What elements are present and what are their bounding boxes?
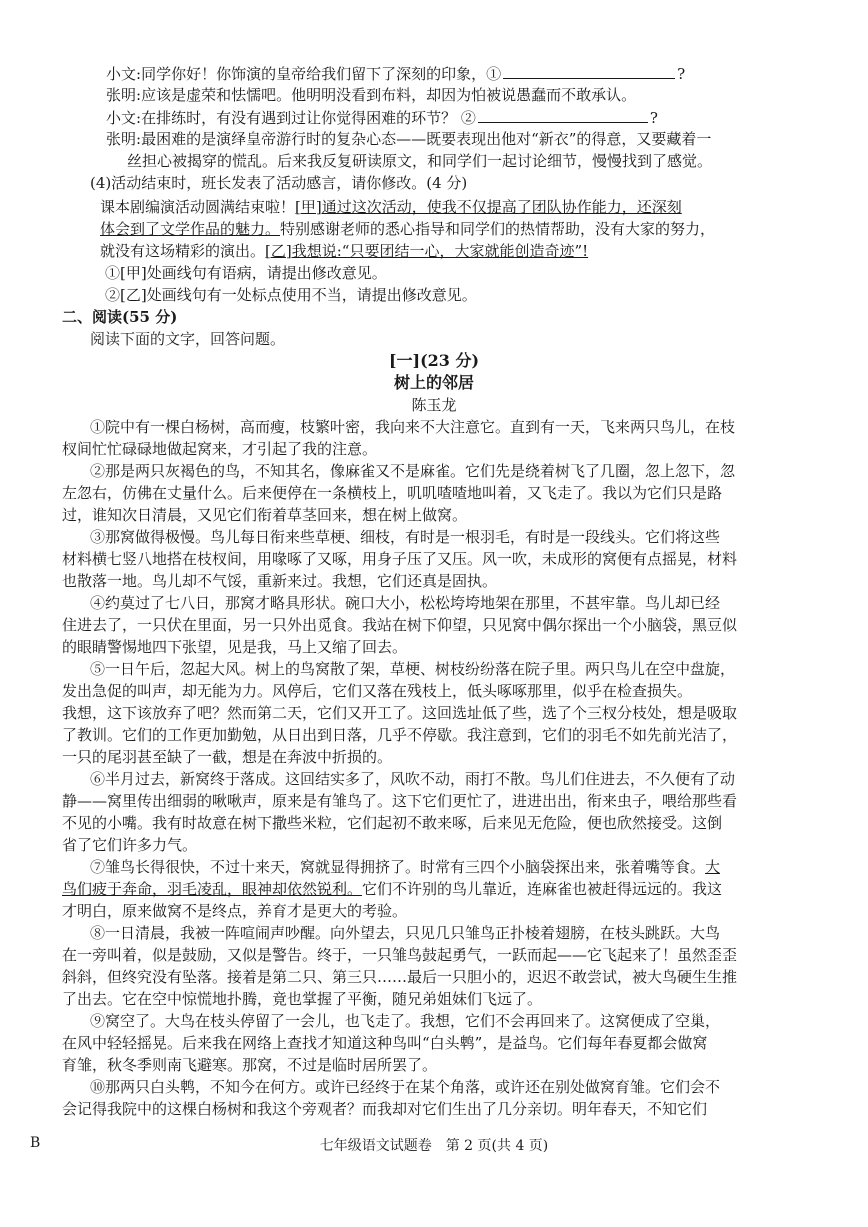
article-line: 也散落一地。鸟儿却不气馁，重新来过。我想，它们还真是固执。 (62, 572, 498, 590)
sentence-jia-underlined-cont: 体会到了文学作品的魅力。 (100, 220, 281, 238)
dialogue-text: 同学你好！你饰演的皇帝给我们留下了深刻的印象，① (141, 65, 502, 83)
underlined-sentence: 鸟们疲于奔命，羽毛凌乱，眼神却依然锐利。 (62, 880, 363, 898)
article-line: 静——窝里传出细弱的啾啾声，原来是有雏鸟了。这下它们更忙了，进进出出，衔来虫子，喂给那些看 (62, 792, 738, 810)
article-line: 在一旁叫着，似是鼓励，又似是警告。终于，一只雏鸟鼓起勇气，一跃而起——它飞起来了！虽然歪歪 (62, 946, 738, 964)
article-author: 陈玉龙 (411, 396, 457, 414)
article-line: 才明白，原来做窝不是终点，养育才是更大的考验。 (62, 902, 408, 920)
section-2-heading: 二、阅读(55 分) (62, 308, 178, 326)
article-line: ⑥半月过去，新窝终于落成。这回结实多了，风吹不动，雨打不散。鸟儿们住进去，不久便有了动 (90, 770, 736, 788)
dialogue-line-2 (0, 84, 868, 106)
article-line: ①院中有一棵白杨树，高而瘦，枝繁叶密，我向来不大注意它。直到有一天，飞来两只鸟儿，在枝 (90, 418, 736, 436)
article-line: 过，谁知次日清晨，又见它们衔着草茎回来，想在树上做窝。 (62, 506, 468, 524)
article-line: ⑩那两只白头鹎，不知今在何方。或许已经终于在某个角落，或许还在别处做窝育雏。它们会不 (90, 1078, 721, 1096)
article-title: 树上的邻居 (393, 373, 474, 392)
article-line: 住进去了，一只伏在里面，另一只外出觅食。我站在树下仰望，只见窝中偶尔探出一个小脑袋，黑豆似 (62, 616, 738, 634)
reading-instruction: 阅读下面的文字，回答问题。 (90, 330, 286, 348)
speech-line-3 (0, 240, 868, 262)
question-4-item-1: ①[甲]处画线句有语病，请提出修改意见。 (105, 264, 387, 282)
question-4-item-2: ②[乙]处画线句有一处标点使用不当，请提出修改意见。 (105, 286, 477, 304)
speaker-label: 小文: (106, 109, 142, 127)
article-line: 发出急促的叫声，却无能为力。风停后，它们又落在残枝上，低头啄啄那里，似乎在检查损失。 (62, 682, 693, 700)
sentence-jia-underlined: [甲]通过这次活动，使我不仅提高了团队协作能力，还深刻 (295, 198, 682, 216)
question-4-heading: (4)活动结束时，班长发表了活动感言，请你修改。(4 分) (90, 174, 468, 192)
speech-text: 特别感谢老师的悉心指导和同学们的热情帮助，没有大家的努力， (280, 220, 716, 238)
article-line: 在风中轻轻摇晃。后来我在网络上查找才知道这种鸟叫“白头鹎”，是益鸟。它们每年春夏都会做窝 (62, 1034, 708, 1052)
speech-text: 就没有这场精彩的演出。 (100, 242, 266, 260)
article-line (0, 878, 868, 900)
question-mark: ? (677, 65, 686, 83)
article-line: 了教训。它们的工作更加勤勉，从日出到日落，几乎不停歇。我注意到，它们的羽毛不如先前光洁了， (62, 726, 738, 744)
dialogue-line-1 (0, 62, 868, 85)
article-line: 会记得我院中的这棵白杨树和我这个旁观者？而我却对它们生出了几分亲切。明年春天，不知它们 (62, 1100, 708, 1118)
footer-page-info: 七年级语文试题卷 第 2 页(共 4 页) (319, 1138, 549, 1154)
dialogue-line-4 (0, 128, 868, 150)
article-text: 它们不许别的鸟儿靠近，连麻雀也被赶得远远的。我这 (362, 880, 723, 898)
article-line: 斜斜，但终究没有坠落。接着是第二只、第三只……最后一只胆小的，迟迟不敢尝试，被大鸟硬生生推 (62, 968, 738, 986)
article-line: ⑨窝空了。大鸟在枝头停留了一会儿，也飞走了。我想，它们不会再回来了。这窝便成了空巢， (90, 1012, 721, 1030)
article-line: 不见的小嘴。我有时故意在树下撒些米粒，它们起初不敢来啄，后来见无危险，便也欣然接受。这倒 (62, 814, 723, 832)
article-line: 杈间忙忙碌碌地做起窝来，才引起了我的注意。 (62, 440, 378, 458)
dialogue-text: 在排练时，有没有遇到过让你觉得困难的环节？ ② (141, 109, 476, 127)
part-heading: [一](23 分) (388, 351, 480, 370)
speaker-label: 张明: (106, 130, 142, 148)
answer-blank-1[interactable] (503, 62, 675, 79)
article-line: ③那窝做得极慢。鸟儿每日衔来些草梗、细枝，有时是一根羽毛，有时是一段线头。它们将这些 (90, 528, 721, 546)
article-line: ⑧一日清晨，我被一阵喧闹声吵醒。向外望去，只见几只雏鸟正扑棱着翅膀，在枝头跳跃。大鸟 (90, 924, 721, 942)
footer-version: B (30, 1135, 41, 1151)
answer-blank-2[interactable] (478, 106, 648, 123)
article-line: 的眼睛警惕地四下张望，见是我，马上又缩了回去。 (62, 638, 408, 656)
speech-text: 课本剧编演活动圆满结束啦！ (100, 198, 296, 216)
dialogue-text: 最困难的是演绎皇帝游行时的复杂心态——既要表现出他对“新衣”的得意，又要藏着一 (141, 130, 712, 148)
article-text: ⑦雏鸟长得很快，不过十来天，窝就显得拥挤了。时常有三四个小脑袋探出来，张着嘴等食。 (90, 858, 706, 876)
article-line: 一只的尾羽甚至缺了一截，想是在奔波中折损的。 (62, 748, 393, 766)
dialogue-line-5: 丝担心被揭穿的慌乱。后来我反复研读原文，和同学们一起讨论细节，慢慢找到了感觉。 (127, 152, 713, 170)
article-line: 材料横七竖八地搭在枝杈间，用喙啄了又啄，用身子压了又压。风一吹，未成形的窝便有点摇晃，材料 (62, 550, 738, 568)
dialogue-text: 应该是虚荣和怯懦吧。他明明没看到布料，却因为怕被说愚蠢而不敢承认。 (141, 86, 637, 104)
speech-line-2 (0, 218, 868, 240)
article-line: 左忽右，仿佛在丈量什么。后来便停在一条横枝上，叽叽喳喳地叫着，又飞走了。我以为它们只是路 (62, 484, 723, 502)
article-line: ②那是两只灰褐色的鸟，不知其名，像麻雀又不是麻雀。它们先是绕着树飞了几圈，忽上忽下，忽 (90, 462, 736, 480)
speech-line-1 (0, 196, 868, 218)
sentence-yi-underlined: [乙]我想说:“只要团结一心，大家就能创造奇迹”! (265, 242, 589, 260)
speaker-label: 小文: (106, 65, 142, 83)
question-mark: ? (649, 109, 658, 127)
speaker-label: 张明: (106, 86, 142, 104)
article-line: ⑤一日午后，忽起大风。树上的鸟窝散了架，草梗、树枝纷纷落在院子里。两只鸟儿在空中盘旋， (90, 660, 736, 678)
article-line: 省了它们许多力气。 (62, 836, 198, 854)
underlined-sentence: 大 (705, 858, 721, 876)
article-line (0, 856, 868, 878)
article-line: 我想，这下该放弃了吧？然而第二天，它们又开工了。这回选址低了些，选了个三杈分枝处，想是吸取 (62, 704, 738, 722)
article-line: 了出去。它在空中惊慌地扑腾，竟也掌握了平衡，随兄弟姐妹们飞远了。 (62, 990, 543, 1008)
dialogue-line-3 (0, 106, 868, 129)
article-line: 育雏，秋冬季则南飞避寒。那窝，不过是临时居所罢了。 (62, 1056, 438, 1074)
article-line: ④约莫过了七八日，那窝才略具形状。碗口大小，松松垮垮地架在那里，不甚牢靠。鸟儿却已经 (90, 594, 721, 612)
